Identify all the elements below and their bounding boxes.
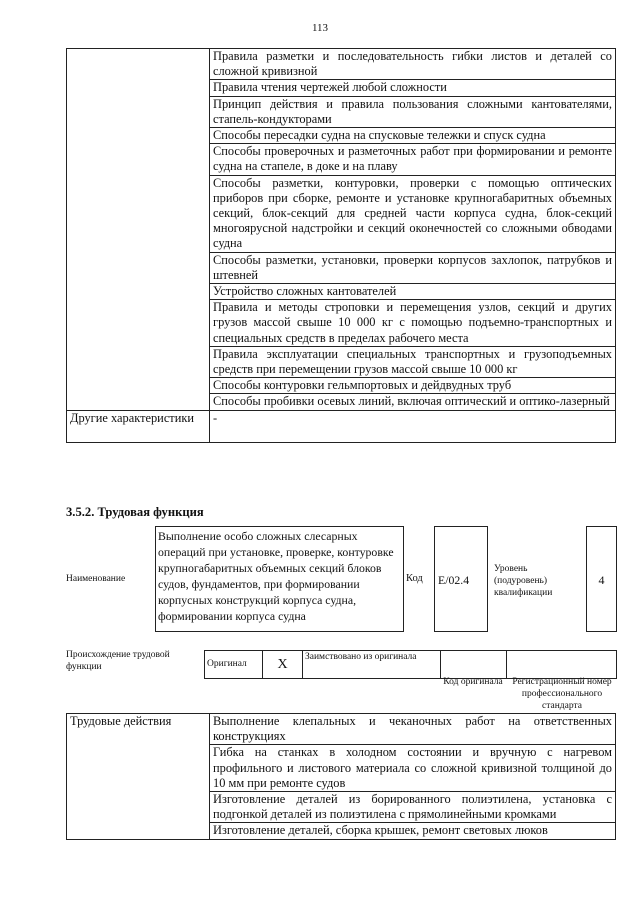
knowledge-item: Принцип действия и правила пользования сложными кантователями, стапель-кондукторами (210, 96, 616, 127)
other-characteristics-label: Другие характеристики (67, 410, 210, 442)
knowledge-table (66, 48, 616, 443)
knowledge-item: Способы пересадки судна на спусковые тележки и спуск судна (210, 128, 616, 144)
original-code-cell (441, 651, 507, 679)
table-row (67, 49, 616, 80)
knowledge-item: Правила эксплуатации специальных транспортных и грузоподъемных средств при перемещении грузов массой свыше 10 000 кг (210, 346, 616, 377)
knowledge-item: Правила чтения чертежей любой сложности (210, 80, 616, 96)
function-code-value: E/02.4 (434, 526, 488, 632)
name-label: Наименование (66, 574, 126, 584)
knowledge-item: Способы разметки, контуровки, проверки с помощью оптических приборов при сборке, ремонте и установке крупногабаритных объемных секций, блок-секций для средней части корпуса судна, блок-секций многоярусной надстройки и секций оконечностей со сложными обводами судна (210, 175, 616, 252)
table-row (67, 410, 616, 442)
knowledge-item: Устройство сложных кантователей (210, 284, 616, 300)
knowledge-item: Способы проверочных и разметочных работ при формировании и ремонте судна на стапеле, в доке и на плаву (210, 144, 616, 175)
code-original-caption: Код оригинала (443, 677, 503, 687)
labor-action-item: Изготовление деталей, сборка крышек, ремонт световых люков (210, 823, 616, 839)
section-title: 3.5.2. Трудовая функция (66, 505, 204, 519)
qualification-level-value: 4 (586, 526, 617, 632)
table-row (205, 651, 617, 679)
knowledge-item: Правила разметки и последовательность гибки листов и деталей со сложной кривизной (210, 49, 616, 80)
labor-action-item: Выполнение клепальных и чеканочных работ на ответственных конструкциях (210, 714, 616, 745)
knowledge-item: Способы разметки, установки, проверки корпусов захлопок, патрубков и штевней (210, 252, 616, 283)
knowledge-item: Правила и методы строповки и перемещения узлов, секций и других грузов массой свыше 10 000 кг с помощью подъемно-транспортных и специальных средств в пределах рабочего места (210, 300, 616, 347)
qualification-level-label: Уровень (подуровень) квалификации (494, 564, 553, 598)
original-mark: X (263, 651, 303, 679)
function-name-value: Выполнение особо сложных слесарных операций при установке, проверке, контуровке крупногабаритных объемных секций блоков судов, фундаментов, при формировании корпусных конструкций корпуса судна, формировании корпуса судна (155, 526, 404, 632)
origin-table (204, 650, 617, 679)
page-number: 113 (311, 22, 329, 34)
other-characteristics-value: - (210, 410, 616, 442)
original-label: Оригинал (205, 651, 263, 679)
code-label: Код (406, 573, 423, 584)
knowledge-item: Способы контуровки гельмпортовых и дейдвудных труб (210, 378, 616, 394)
registration-number-cell (507, 651, 617, 679)
labor-action-item: Гибка на станках в холодном состоянии и вручную с нагревом профильного и листового материала со сложной кривизной толщиной до 10 мм при ремонте судов (210, 745, 616, 792)
table-row (67, 714, 616, 745)
labor-actions-table (66, 713, 616, 840)
labor-action-item: Изготовление деталей из борированного полиэтилена, установка с подгонкой деталей из полиэтилена с прямолинейными кромками (210, 792, 616, 823)
knowledge-item: Способы пробивки осевых линий, включая оптический и оптико-лазерный (210, 394, 616, 410)
labor-actions-label: Трудовые действия (67, 714, 210, 840)
registration-number-caption: Регистрационный номер профессионального стандарта (512, 677, 612, 711)
empty-label-cell (67, 49, 210, 411)
origin-label: Происхождение трудовой функции (66, 650, 170, 672)
borrowed-label: Заимствовано из оригинала (303, 651, 441, 679)
